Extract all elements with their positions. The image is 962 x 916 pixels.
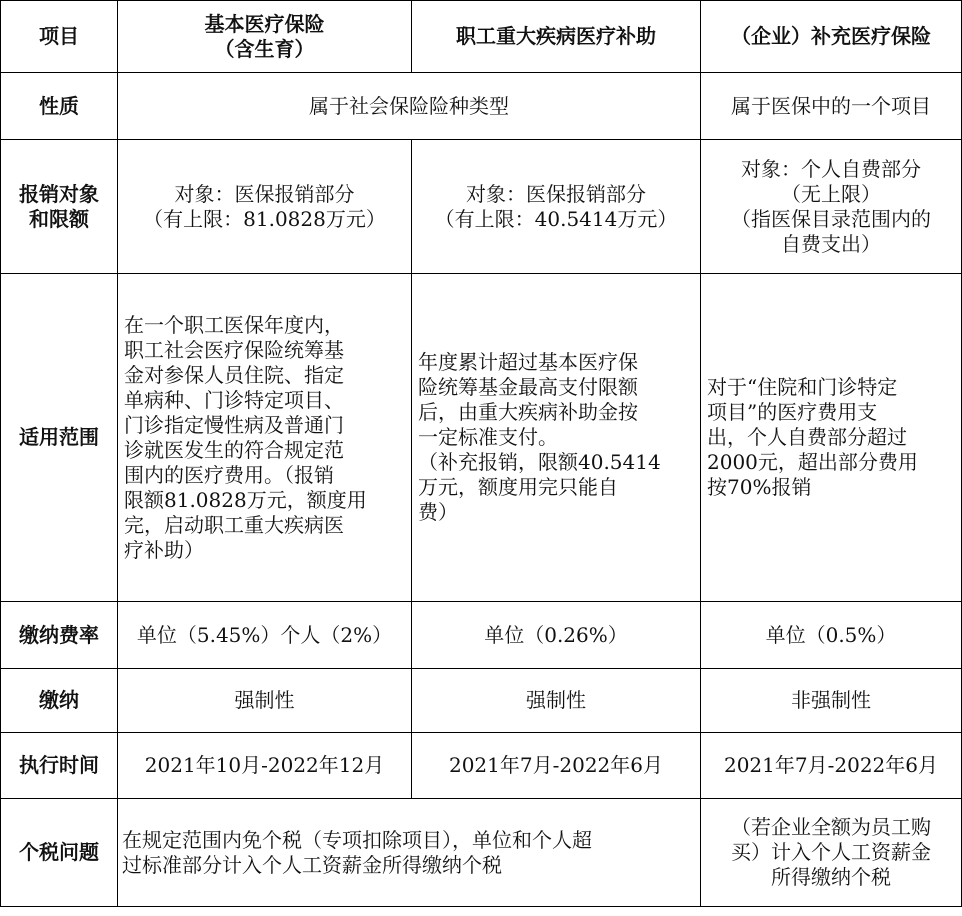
scope-supp-line: 2000元，超出部分费用 <box>707 450 918 474</box>
tax-supp-line3: 所得缴纳个税 <box>771 865 891 889</box>
reimburse-label-line1: 报销对象 <box>19 181 99 206</box>
scope-serious-line: 后，由重大疾病补助金按 <box>418 400 638 424</box>
nature-supplementary: 属于医保中的一个项目 <box>701 73 962 140</box>
pay-basic: 强制性 <box>118 669 412 733</box>
scope-basic-line: 围内的医疗费用。（报销 <box>124 462 334 487</box>
period-basic: 2021年10月-2022年12月 <box>118 733 412 799</box>
rate-label: 缴纳费率 <box>1 602 118 669</box>
scope-label: 适用范围 <box>1 274 118 602</box>
pay-label: 缴纳 <box>1 669 118 733</box>
tax-row <box>1 799 962 907</box>
pay-serious-illness: 强制性 <box>412 669 701 733</box>
tax-social-insurance <box>118 799 701 907</box>
header-supplementary-insurance: （企业）补充医疗保险 <box>701 1 962 73</box>
nature-label: 性质 <box>1 73 118 140</box>
header-basic-line1: 基本医疗保险 <box>204 11 325 36</box>
scope-serious-line: （补充报销，限额40.5414 <box>418 450 661 474</box>
nature-social-insurance: 属于社会保险险种类型 <box>118 73 701 140</box>
reimburse-serious-illness <box>412 140 701 274</box>
reimburse-label-line2: 和限额 <box>29 206 89 231</box>
reimburse-serious-line1: 对象：医保报销部分 <box>466 181 646 206</box>
scope-serious-illness <box>412 274 701 602</box>
scope-basic-line: 单病种、门诊特定项目、 <box>124 387 344 412</box>
period-row <box>1 733 962 799</box>
tax-social-line1: 在规定范围内免个税（专项扣除项目），单位和个人超 <box>122 827 592 852</box>
scope-serious-line: 万元，额度用完只能自 <box>418 475 618 499</box>
scope-basic-line: 限额81.0828万元，额度用 <box>124 487 367 512</box>
scope-supp-line: 出，个人自费部分超过 <box>707 425 907 449</box>
scope-supplementary <box>701 274 962 602</box>
scope-basic-line: 门诊指定慢性病及普通门 <box>124 412 344 437</box>
reimburse-basic <box>118 140 412 274</box>
pay-row <box>1 669 962 733</box>
tax-supplementary <box>701 799 962 907</box>
reimburse-supp-line1: 对象：个人自费部分 <box>741 156 921 181</box>
reimburse-basic-line2: （有上限：81.0828万元） <box>143 206 386 231</box>
scope-basic-line: 职工社会医疗保险统筹基 <box>124 337 344 362</box>
scope-serious-line: 一定标准支付。 <box>418 425 558 449</box>
scope-serious-line: 费） <box>418 500 458 524</box>
pay-supplementary: 非强制性 <box>701 669 962 733</box>
rate-serious-illness: 单位（0.26%） <box>412 602 701 669</box>
rate-row <box>1 602 962 669</box>
scope-serious-line: 险统筹基金最高支付限额 <box>418 375 638 399</box>
scope-basic-line: 诊就医发生的符合规定范 <box>124 437 344 462</box>
tax-supp-line1: （若企业全额为员工购 <box>731 815 931 839</box>
reimburse-supp-line2: （无上限） <box>781 181 881 206</box>
reimburse-serious-line2: （有上限：40.5414万元） <box>434 206 678 231</box>
header-item: 项目 <box>1 1 118 73</box>
header-serious-illness-subsidy: 职工重大疾病医疗补助 <box>412 1 701 73</box>
nature-row <box>1 73 962 140</box>
reimburse-supplementary <box>701 140 962 274</box>
reimburse-basic-line1: 对象：医保报销部分 <box>174 181 355 206</box>
header-basic-line2: （含生育） <box>214 36 315 61</box>
rate-basic: 单位（5.45%）个人（2%） <box>118 602 412 669</box>
scope-basic-line: 在一个职工医保年度内， <box>124 312 344 337</box>
scope-basic-line: 金对参保人员住院、指定 <box>124 362 344 387</box>
scope-basic-line: 疗补助） <box>124 537 204 562</box>
header-row <box>1 1 962 73</box>
period-supplementary: 2021年7月-2022年6月 <box>701 733 962 799</box>
scope-supp-line: 对于“住院和门诊特定 <box>707 375 898 399</box>
scope-supp-line: 按70%报销 <box>707 475 812 499</box>
reimburse-supp-line4: 自费支出） <box>781 231 881 256</box>
rate-supplementary: 单位（0.5%） <box>701 602 962 669</box>
header-basic-medical-insurance <box>118 1 412 73</box>
tax-label: 个税问题 <box>1 799 118 907</box>
tax-supp-line2: 买）计入个人工资薪金 <box>731 840 931 864</box>
scope-basic-line: 完，启动职工重大疾病医 <box>124 512 344 537</box>
scope-basic <box>118 274 412 602</box>
tax-social-line2: 过标准部分计入个人工资薪金所得缴纳个税 <box>122 852 502 877</box>
reimburse-row <box>1 140 962 274</box>
scope-serious-line: 年度累计超过基本医疗保 <box>418 350 638 374</box>
scope-supp-line: 项目”的医疗费用支 <box>707 400 878 424</box>
reimburse-supp-line3: （指医保目录范围内的 <box>731 206 931 231</box>
scope-row <box>1 274 962 602</box>
period-label: 执行时间 <box>1 733 118 799</box>
reimburse-label <box>1 140 118 274</box>
period-serious-illness: 2021年7月-2022年6月 <box>412 733 701 799</box>
